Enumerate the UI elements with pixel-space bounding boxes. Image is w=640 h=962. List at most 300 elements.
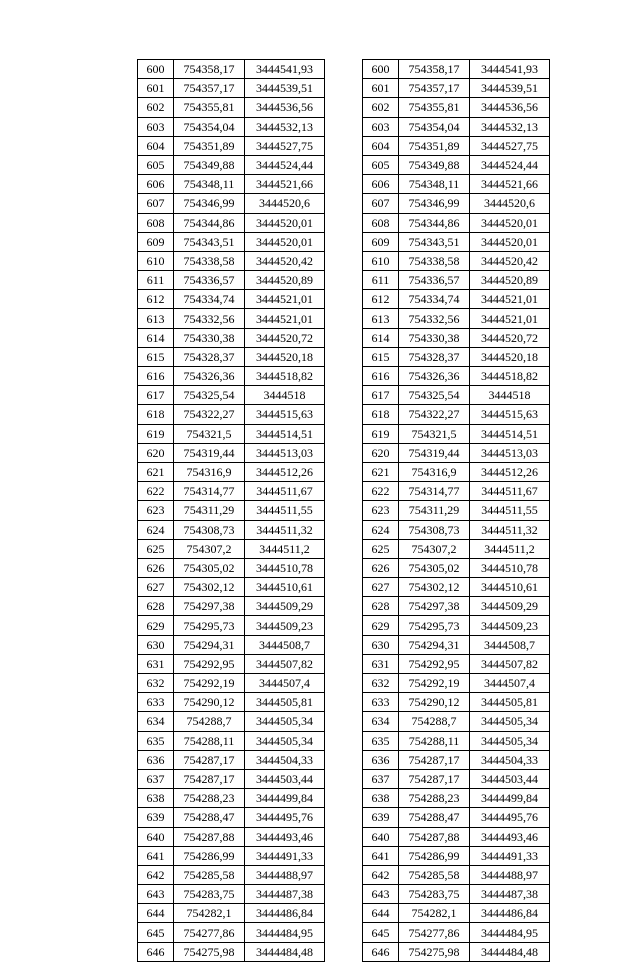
table-row bbox=[138, 213, 325, 232]
y-coordinate-cell: 3444507,82 bbox=[470, 654, 550, 673]
y-coordinate-cell: 3444509,23 bbox=[245, 616, 325, 635]
y-coordinate-cell: 3444520,6 bbox=[470, 194, 550, 213]
y-coordinate-cell: 3444512,26 bbox=[245, 462, 325, 481]
table-row bbox=[138, 674, 325, 693]
y-coordinate-cell: 3444503,44 bbox=[470, 769, 550, 788]
x-coordinate-cell: 754334,74 bbox=[174, 290, 245, 309]
table-row bbox=[363, 846, 550, 865]
point-number-cell: 634 bbox=[363, 712, 399, 731]
x-coordinate-cell: 754311,29 bbox=[399, 501, 470, 520]
table-row bbox=[363, 635, 550, 654]
x-coordinate-cell: 754288,47 bbox=[399, 808, 470, 827]
x-coordinate-cell: 754326,36 bbox=[399, 367, 470, 386]
table-row bbox=[138, 424, 325, 443]
point-number-cell: 600 bbox=[138, 60, 174, 79]
point-number-cell: 605 bbox=[138, 155, 174, 174]
x-coordinate-cell: 754354,04 bbox=[399, 117, 470, 136]
x-coordinate-cell: 754277,86 bbox=[399, 923, 470, 942]
y-coordinate-cell: 3444524,44 bbox=[470, 155, 550, 174]
y-coordinate-cell: 3444511,2 bbox=[470, 539, 550, 558]
table-row bbox=[138, 558, 325, 577]
y-coordinate-cell: 3444511,2 bbox=[245, 539, 325, 558]
x-coordinate-cell: 754338,58 bbox=[174, 251, 245, 270]
y-coordinate-cell: 3444507,82 bbox=[245, 654, 325, 673]
table-row bbox=[138, 635, 325, 654]
x-coordinate-cell: 754283,75 bbox=[174, 885, 245, 904]
x-coordinate-cell: 754343,51 bbox=[399, 232, 470, 251]
table-row bbox=[138, 443, 325, 462]
x-coordinate-cell: 754349,88 bbox=[399, 155, 470, 174]
table-row bbox=[363, 98, 550, 117]
y-coordinate-cell: 3444505,34 bbox=[245, 731, 325, 750]
table-row bbox=[138, 731, 325, 750]
coordinates-table-left bbox=[137, 59, 325, 962]
point-number-cell: 646 bbox=[138, 942, 174, 961]
point-number-cell: 604 bbox=[138, 136, 174, 155]
x-coordinate-cell: 754290,12 bbox=[174, 693, 245, 712]
x-coordinate-cell: 754285,58 bbox=[174, 865, 245, 884]
point-number-cell: 610 bbox=[138, 251, 174, 270]
table-row bbox=[363, 136, 550, 155]
point-number-cell: 608 bbox=[363, 213, 399, 232]
y-coordinate-cell: 3444520,01 bbox=[245, 232, 325, 251]
point-number-cell: 614 bbox=[138, 328, 174, 347]
point-number-cell: 616 bbox=[363, 367, 399, 386]
x-coordinate-cell: 754330,38 bbox=[399, 328, 470, 347]
y-coordinate-cell: 3444484,48 bbox=[470, 942, 550, 961]
x-coordinate-cell: 754292,19 bbox=[399, 674, 470, 693]
point-number-cell: 607 bbox=[363, 194, 399, 213]
point-number-cell: 638 bbox=[138, 789, 174, 808]
y-coordinate-cell: 3444520,01 bbox=[470, 232, 550, 251]
point-number-cell: 606 bbox=[363, 175, 399, 194]
y-coordinate-cell: 3444520,89 bbox=[245, 271, 325, 290]
y-coordinate-cell: 3444487,38 bbox=[245, 885, 325, 904]
point-number-cell: 639 bbox=[138, 808, 174, 827]
x-coordinate-cell: 754275,98 bbox=[399, 942, 470, 961]
y-coordinate-cell: 3444520,18 bbox=[470, 347, 550, 366]
coordinates-table-right bbox=[362, 59, 550, 962]
point-number-cell: 634 bbox=[138, 712, 174, 731]
y-coordinate-cell: 3444541,93 bbox=[245, 60, 325, 79]
table-row bbox=[363, 904, 550, 923]
point-number-cell: 612 bbox=[363, 290, 399, 309]
point-number-cell: 615 bbox=[138, 347, 174, 366]
x-coordinate-cell: 754292,95 bbox=[174, 654, 245, 673]
point-number-cell: 631 bbox=[138, 654, 174, 673]
x-coordinate-cell: 754308,73 bbox=[174, 520, 245, 539]
y-coordinate-cell: 3444521,66 bbox=[245, 175, 325, 194]
x-coordinate-cell: 754307,2 bbox=[399, 539, 470, 558]
x-coordinate-cell: 754355,81 bbox=[174, 98, 245, 117]
point-number-cell: 646 bbox=[363, 942, 399, 961]
x-coordinate-cell: 754285,58 bbox=[399, 865, 470, 884]
x-coordinate-cell: 754334,74 bbox=[399, 290, 470, 309]
table-row bbox=[363, 769, 550, 788]
x-coordinate-cell: 754295,73 bbox=[399, 616, 470, 635]
x-coordinate-cell: 754297,38 bbox=[399, 597, 470, 616]
y-coordinate-cell: 3444521,01 bbox=[470, 290, 550, 309]
x-coordinate-cell: 754328,37 bbox=[399, 347, 470, 366]
table-row bbox=[138, 405, 325, 424]
y-coordinate-cell: 3444521,66 bbox=[470, 175, 550, 194]
x-coordinate-cell: 754302,12 bbox=[399, 578, 470, 597]
x-coordinate-cell: 754321,5 bbox=[174, 424, 245, 443]
x-coordinate-cell: 754325,54 bbox=[174, 386, 245, 405]
table-row bbox=[363, 827, 550, 846]
y-coordinate-cell: 3444510,78 bbox=[470, 558, 550, 577]
point-number-cell: 603 bbox=[363, 117, 399, 136]
table-row bbox=[138, 827, 325, 846]
x-coordinate-cell: 754325,54 bbox=[399, 386, 470, 405]
point-number-cell: 630 bbox=[138, 635, 174, 654]
y-coordinate-cell: 3444486,84 bbox=[245, 904, 325, 923]
table-row bbox=[138, 117, 325, 136]
y-coordinate-cell: 3444509,29 bbox=[245, 597, 325, 616]
x-coordinate-cell: 754305,02 bbox=[174, 558, 245, 577]
x-coordinate-cell: 754288,47 bbox=[174, 808, 245, 827]
table-row bbox=[138, 347, 325, 366]
point-number-cell: 611 bbox=[138, 271, 174, 290]
y-coordinate-cell: 3444515,63 bbox=[245, 405, 325, 424]
table-row bbox=[363, 155, 550, 174]
table-row bbox=[363, 328, 550, 347]
point-number-cell: 601 bbox=[138, 79, 174, 98]
x-coordinate-cell: 754288,23 bbox=[399, 789, 470, 808]
x-coordinate-cell: 754286,99 bbox=[399, 846, 470, 865]
x-coordinate-cell: 754311,29 bbox=[174, 501, 245, 520]
y-coordinate-cell: 3444521,01 bbox=[245, 309, 325, 328]
point-number-cell: 644 bbox=[138, 904, 174, 923]
table-row bbox=[138, 175, 325, 194]
y-coordinate-cell: 3444521,01 bbox=[245, 290, 325, 309]
x-coordinate-cell: 754319,44 bbox=[174, 443, 245, 462]
table-row bbox=[138, 712, 325, 731]
point-number-cell: 627 bbox=[363, 578, 399, 597]
point-number-cell: 641 bbox=[363, 846, 399, 865]
table-row bbox=[363, 213, 550, 232]
x-coordinate-cell: 754287,17 bbox=[174, 769, 245, 788]
x-coordinate-cell: 754314,77 bbox=[399, 482, 470, 501]
point-number-cell: 635 bbox=[138, 731, 174, 750]
x-coordinate-cell: 754336,57 bbox=[174, 271, 245, 290]
point-number-cell: 625 bbox=[138, 539, 174, 558]
table-row bbox=[363, 654, 550, 673]
table-row bbox=[138, 597, 325, 616]
x-coordinate-cell: 754297,38 bbox=[174, 597, 245, 616]
table-row bbox=[363, 424, 550, 443]
point-number-cell: 603 bbox=[138, 117, 174, 136]
point-number-cell: 636 bbox=[363, 750, 399, 769]
table-row bbox=[363, 309, 550, 328]
table-row bbox=[363, 674, 550, 693]
table-row bbox=[138, 367, 325, 386]
table-row bbox=[138, 232, 325, 251]
y-coordinate-cell: 3444536,56 bbox=[245, 98, 325, 117]
y-coordinate-cell: 3444520,72 bbox=[470, 328, 550, 347]
y-coordinate-cell: 3444511,67 bbox=[470, 482, 550, 501]
point-number-cell: 622 bbox=[363, 482, 399, 501]
point-number-cell: 608 bbox=[138, 213, 174, 232]
x-coordinate-cell: 754288,7 bbox=[174, 712, 245, 731]
y-coordinate-cell: 3444505,34 bbox=[470, 731, 550, 750]
x-coordinate-cell: 754288,7 bbox=[399, 712, 470, 731]
y-coordinate-cell: 3444495,76 bbox=[245, 808, 325, 827]
y-coordinate-cell: 3444505,34 bbox=[245, 712, 325, 731]
x-coordinate-cell: 754328,37 bbox=[174, 347, 245, 366]
point-number-cell: 626 bbox=[138, 558, 174, 577]
y-coordinate-cell: 3444515,63 bbox=[470, 405, 550, 424]
point-number-cell: 612 bbox=[138, 290, 174, 309]
x-coordinate-cell: 754346,99 bbox=[399, 194, 470, 213]
x-coordinate-cell: 754338,58 bbox=[399, 251, 470, 270]
table-row bbox=[138, 885, 325, 904]
table-row bbox=[138, 616, 325, 635]
y-coordinate-cell: 3444520,01 bbox=[245, 213, 325, 232]
point-number-cell: 644 bbox=[363, 904, 399, 923]
table-body bbox=[138, 60, 325, 962]
table-row bbox=[363, 597, 550, 616]
y-coordinate-cell: 3444510,78 bbox=[245, 558, 325, 577]
point-number-cell: 642 bbox=[363, 865, 399, 884]
y-coordinate-cell: 3444520,01 bbox=[470, 213, 550, 232]
point-number-cell: 640 bbox=[138, 827, 174, 846]
point-number-cell: 641 bbox=[138, 846, 174, 865]
table-row bbox=[138, 808, 325, 827]
point-number-cell: 643 bbox=[138, 885, 174, 904]
x-coordinate-cell: 754287,17 bbox=[399, 750, 470, 769]
table-row bbox=[363, 558, 550, 577]
y-coordinate-cell: 3444511,32 bbox=[470, 520, 550, 539]
table-body bbox=[363, 60, 550, 962]
y-coordinate-cell: 3444521,01 bbox=[470, 309, 550, 328]
y-coordinate-cell: 3444491,33 bbox=[245, 846, 325, 865]
x-coordinate-cell: 754321,5 bbox=[399, 424, 470, 443]
point-number-cell: 635 bbox=[363, 731, 399, 750]
y-coordinate-cell: 3444493,46 bbox=[245, 827, 325, 846]
x-coordinate-cell: 754344,86 bbox=[174, 213, 245, 232]
table-row bbox=[363, 60, 550, 79]
table-row bbox=[363, 750, 550, 769]
point-number-cell: 619 bbox=[138, 424, 174, 443]
point-number-cell: 645 bbox=[363, 923, 399, 942]
x-coordinate-cell: 754294,31 bbox=[399, 635, 470, 654]
y-coordinate-cell: 3444507,4 bbox=[245, 674, 325, 693]
x-coordinate-cell: 754287,88 bbox=[174, 827, 245, 846]
x-coordinate-cell: 754288,11 bbox=[399, 731, 470, 750]
point-number-cell: 618 bbox=[363, 405, 399, 424]
table-row bbox=[363, 386, 550, 405]
x-coordinate-cell: 754295,73 bbox=[174, 616, 245, 635]
table-row bbox=[138, 923, 325, 942]
table-row bbox=[363, 942, 550, 961]
x-coordinate-cell: 754290,12 bbox=[399, 693, 470, 712]
y-coordinate-cell: 3444511,55 bbox=[470, 501, 550, 520]
point-number-cell: 638 bbox=[363, 789, 399, 808]
y-coordinate-cell: 3444505,34 bbox=[470, 712, 550, 731]
y-coordinate-cell: 3444513,03 bbox=[470, 443, 550, 462]
table-row bbox=[138, 194, 325, 213]
x-coordinate-cell: 754322,27 bbox=[399, 405, 470, 424]
x-coordinate-cell: 754351,89 bbox=[174, 136, 245, 155]
table-row bbox=[363, 232, 550, 251]
y-coordinate-cell: 3444508,7 bbox=[245, 635, 325, 654]
table-row bbox=[138, 578, 325, 597]
x-coordinate-cell: 754302,12 bbox=[174, 578, 245, 597]
point-number-cell: 616 bbox=[138, 367, 174, 386]
y-coordinate-cell: 3444518 bbox=[245, 386, 325, 405]
table-row bbox=[138, 482, 325, 501]
table-row bbox=[138, 654, 325, 673]
point-number-cell: 633 bbox=[138, 693, 174, 712]
y-coordinate-cell: 3444511,55 bbox=[245, 501, 325, 520]
point-number-cell: 631 bbox=[363, 654, 399, 673]
y-coordinate-cell: 3444505,81 bbox=[245, 693, 325, 712]
y-coordinate-cell: 3444508,7 bbox=[470, 635, 550, 654]
table-row bbox=[138, 942, 325, 961]
y-coordinate-cell: 3444520,42 bbox=[245, 251, 325, 270]
y-coordinate-cell: 3444504,33 bbox=[470, 750, 550, 769]
point-number-cell: 628 bbox=[138, 597, 174, 616]
point-number-cell: 614 bbox=[363, 328, 399, 347]
table-row bbox=[138, 750, 325, 769]
x-coordinate-cell: 754277,86 bbox=[174, 923, 245, 942]
y-coordinate-cell: 3444510,61 bbox=[470, 578, 550, 597]
table-row bbox=[363, 443, 550, 462]
x-coordinate-cell: 754354,04 bbox=[174, 117, 245, 136]
x-coordinate-cell: 754351,89 bbox=[399, 136, 470, 155]
y-coordinate-cell: 3444514,51 bbox=[245, 424, 325, 443]
table-row bbox=[363, 712, 550, 731]
x-coordinate-cell: 754358,17 bbox=[399, 60, 470, 79]
point-number-cell: 618 bbox=[138, 405, 174, 424]
x-coordinate-cell: 754349,88 bbox=[174, 155, 245, 174]
x-coordinate-cell: 754358,17 bbox=[174, 60, 245, 79]
y-coordinate-cell: 3444541,93 bbox=[470, 60, 550, 79]
point-number-cell: 621 bbox=[363, 462, 399, 481]
table-row bbox=[138, 155, 325, 174]
table-row bbox=[363, 865, 550, 884]
x-coordinate-cell: 754314,77 bbox=[174, 482, 245, 501]
y-coordinate-cell: 3444503,44 bbox=[245, 769, 325, 788]
x-coordinate-cell: 754288,11 bbox=[174, 731, 245, 750]
point-number-cell: 633 bbox=[363, 693, 399, 712]
table-row bbox=[138, 539, 325, 558]
point-number-cell: 632 bbox=[363, 674, 399, 693]
table-row bbox=[363, 693, 550, 712]
table-row bbox=[138, 865, 325, 884]
y-coordinate-cell: 3444532,13 bbox=[470, 117, 550, 136]
point-number-cell: 632 bbox=[138, 674, 174, 693]
x-coordinate-cell: 754343,51 bbox=[174, 232, 245, 251]
x-coordinate-cell: 754292,19 bbox=[174, 674, 245, 693]
table-row bbox=[138, 79, 325, 98]
y-coordinate-cell: 3444532,13 bbox=[245, 117, 325, 136]
table-row bbox=[363, 808, 550, 827]
y-coordinate-cell: 3444504,33 bbox=[245, 750, 325, 769]
point-number-cell: 626 bbox=[363, 558, 399, 577]
y-coordinate-cell: 3444499,84 bbox=[245, 789, 325, 808]
table-row bbox=[363, 501, 550, 520]
table-row bbox=[363, 79, 550, 98]
table-row bbox=[363, 175, 550, 194]
x-coordinate-cell: 754283,75 bbox=[399, 885, 470, 904]
y-coordinate-cell: 3444486,84 bbox=[470, 904, 550, 923]
x-coordinate-cell: 754316,9 bbox=[399, 462, 470, 481]
x-coordinate-cell: 754357,17 bbox=[399, 79, 470, 98]
y-coordinate-cell: 3444505,81 bbox=[470, 693, 550, 712]
y-coordinate-cell: 3444512,26 bbox=[470, 462, 550, 481]
table-row bbox=[363, 923, 550, 942]
table-row bbox=[138, 769, 325, 788]
point-number-cell: 609 bbox=[138, 232, 174, 251]
table-row bbox=[363, 251, 550, 270]
y-coordinate-cell: 3444509,29 bbox=[470, 597, 550, 616]
point-number-cell: 615 bbox=[363, 347, 399, 366]
x-coordinate-cell: 754307,2 bbox=[174, 539, 245, 558]
table-row bbox=[138, 136, 325, 155]
point-number-cell: 627 bbox=[138, 578, 174, 597]
x-coordinate-cell: 754308,73 bbox=[399, 520, 470, 539]
table-row bbox=[138, 501, 325, 520]
x-coordinate-cell: 754336,57 bbox=[399, 271, 470, 290]
x-coordinate-cell: 754319,44 bbox=[399, 443, 470, 462]
table-row bbox=[138, 789, 325, 808]
x-coordinate-cell: 754294,31 bbox=[174, 635, 245, 654]
x-coordinate-cell: 754332,56 bbox=[399, 309, 470, 328]
table-row bbox=[363, 405, 550, 424]
x-coordinate-cell: 754305,02 bbox=[399, 558, 470, 577]
y-coordinate-cell: 3444520,42 bbox=[470, 251, 550, 270]
x-coordinate-cell: 754287,17 bbox=[174, 750, 245, 769]
point-number-cell: 636 bbox=[138, 750, 174, 769]
x-coordinate-cell: 754348,11 bbox=[399, 175, 470, 194]
y-coordinate-cell: 3444520,72 bbox=[245, 328, 325, 347]
point-number-cell: 622 bbox=[138, 482, 174, 501]
y-coordinate-cell: 3444539,51 bbox=[470, 79, 550, 98]
point-number-cell: 639 bbox=[363, 808, 399, 827]
point-number-cell: 645 bbox=[138, 923, 174, 942]
point-number-cell: 617 bbox=[363, 386, 399, 405]
y-coordinate-cell: 3444510,61 bbox=[245, 578, 325, 597]
y-coordinate-cell: 3444488,97 bbox=[245, 865, 325, 884]
table-row bbox=[138, 98, 325, 117]
table-row bbox=[138, 290, 325, 309]
x-coordinate-cell: 754275,98 bbox=[174, 942, 245, 961]
y-coordinate-cell: 3444527,75 bbox=[470, 136, 550, 155]
x-coordinate-cell: 754287,88 bbox=[399, 827, 470, 846]
table-row bbox=[363, 462, 550, 481]
point-number-cell: 602 bbox=[363, 98, 399, 117]
y-coordinate-cell: 3444513,03 bbox=[245, 443, 325, 462]
table-row bbox=[138, 309, 325, 328]
x-coordinate-cell: 754282,1 bbox=[399, 904, 470, 923]
point-number-cell: 613 bbox=[363, 309, 399, 328]
point-number-cell: 623 bbox=[138, 501, 174, 520]
x-coordinate-cell: 754330,38 bbox=[174, 328, 245, 347]
y-coordinate-cell: 3444493,46 bbox=[470, 827, 550, 846]
x-coordinate-cell: 754326,36 bbox=[174, 367, 245, 386]
table-row bbox=[138, 271, 325, 290]
y-coordinate-cell: 3444527,75 bbox=[245, 136, 325, 155]
table-row bbox=[138, 60, 325, 79]
point-number-cell: 607 bbox=[138, 194, 174, 213]
table-row bbox=[138, 904, 325, 923]
y-coordinate-cell: 3444487,38 bbox=[470, 885, 550, 904]
table-row bbox=[363, 271, 550, 290]
table-row bbox=[363, 482, 550, 501]
table-row bbox=[138, 520, 325, 539]
